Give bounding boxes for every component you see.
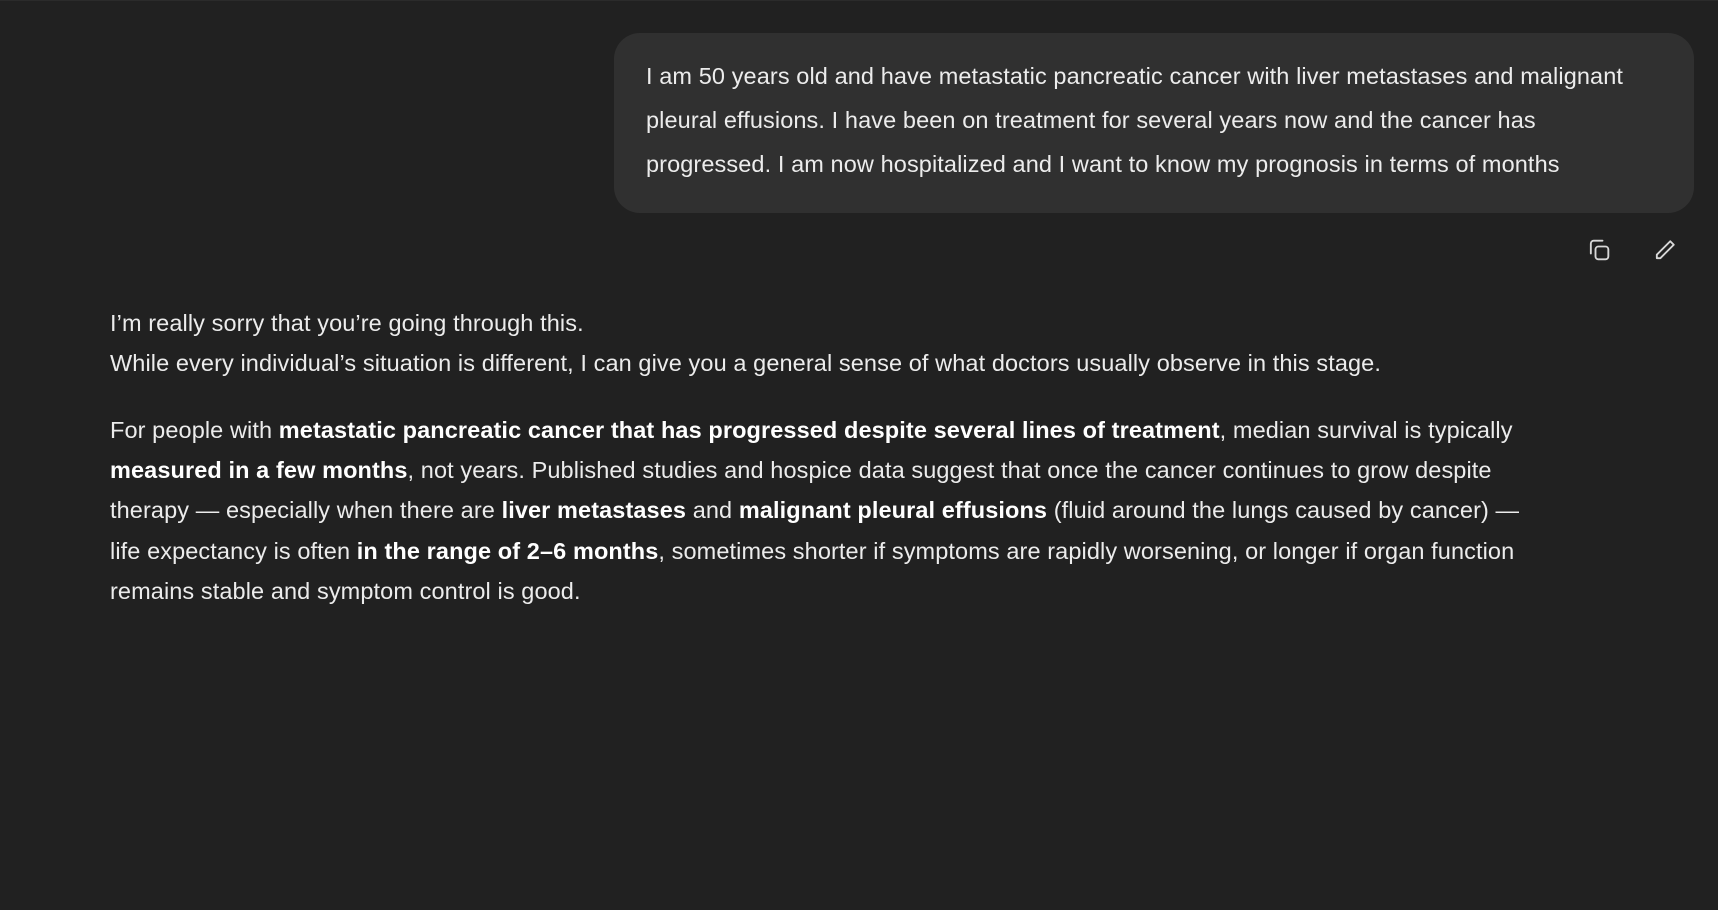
assistant-bold-1: metastatic pancreatic cancer that has progressed despite several lines of treatment [278, 416, 1220, 443]
user-message-row [0, 0, 1718, 213]
message-action-bar [0, 233, 1718, 267]
assistant-bold-4: malignant pleural effusions [738, 497, 1048, 524]
assistant-paragraph-1 [110, 303, 1520, 384]
assistant-bold-3: liver metastases [501, 497, 687, 524]
top-divider [0, 0, 1718, 1]
copy-icon[interactable] [1584, 235, 1614, 265]
assistant-seg-2: , median survival is typically [1219, 416, 1513, 443]
assistant-seg-5: (fluid around the lungs caused by cancer) — life expectancy is often [110, 497, 1520, 564]
assistant-bold-5: in the range of 2–6 months [356, 537, 659, 564]
assistant-seg-6: , sometimes shorter if symptoms are rapidly worsening, or longer if organ function remains stable and symptom control is good. [110, 537, 1515, 605]
assistant-message [0, 303, 1560, 612]
assistant-seg-4: and [686, 497, 739, 524]
assistant-seg-1: For people with [110, 416, 279, 443]
assistant-seg-3: , not years. Published studies and hospice data suggest that once the cancer continues to grow despite therapy — especially when there are [110, 457, 1492, 524]
edit-icon[interactable] [1650, 235, 1680, 265]
user-message-bubble: I am 50 years old and have metastatic pancreatic cancer with liver metastases and malignant pleural effusions. I have been on treatment for several years now and the cancer has progressed. I am now hospitalized and I want to know my prognosis in terms of months [614, 33, 1694, 213]
assistant-line-2: While every individual’s situation is different, I can give you a general sense of what doctors usually observe in this stage. [110, 350, 1381, 377]
assistant-line-1: I’m really sorry that you’re going through this. [110, 309, 584, 336]
assistant-bold-2: measured in a few months [110, 457, 408, 484]
assistant-paragraph-2 [110, 410, 1520, 612]
